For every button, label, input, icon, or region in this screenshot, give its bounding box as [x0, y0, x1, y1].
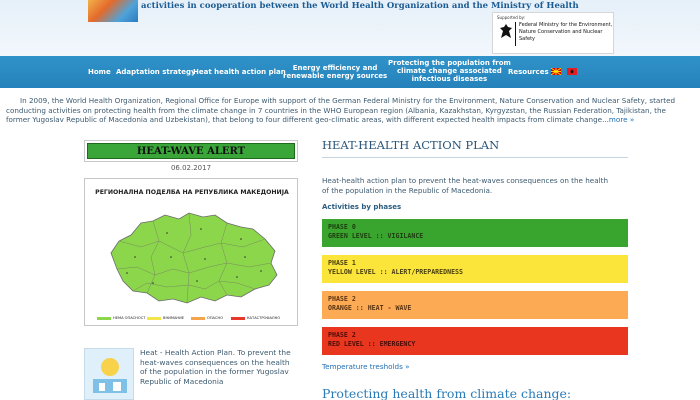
nav-energy-line2: renewable energy sources [283, 72, 388, 80]
title-divider [322, 157, 628, 158]
page-title: HEAT-HEALTH ACTION PLAN [322, 138, 500, 152]
phase-level: RED LEVEL :: EMERGENCY [328, 340, 416, 348]
nav-protecting-population[interactable] [388, 59, 511, 83]
action-plan-description: Heat - Health Action Plan. To prevent the heat-waves consequences on the health of the population in the former Yugoslav Republic of Macedonia [140, 348, 291, 386]
intro-text: In 2009, the World Health Organization, Regional Office for Europe with support of the German Federal Ministry for the Environment, Nature Conservation and Nuclear Safety, started conducting activities on protecting health from the climate change in 7 countries in the WHO European region (Albania, Kazakhstan, Kyrgyzstan, the Russian Federation, Tajikistan, the former Yugoslav Republic of Macedonia and Uzbekistan), that belong to four different geo-climatic areas, with different expected health impacts from climate change... [6, 96, 676, 125]
legend-swatch-green [97, 317, 111, 320]
action-plan-cover-image [85, 349, 134, 400]
ministry-logo[interactable] [492, 12, 614, 54]
action-plan-thumbnail[interactable] [84, 348, 134, 400]
phase-level: YELLOW LEVEL :: ALERT/PREPAREDNESS [328, 268, 463, 276]
nav-energy-efficiency[interactable] [283, 64, 387, 80]
site-subtitle: activities in cooperation between the World Health Organization and the Ministry of Health [141, 1, 579, 11]
phase-0-green-button[interactable] [322, 219, 628, 247]
nav-protecting-line2: climate change associated [397, 67, 502, 75]
temperature-thresholds-link[interactable]: Temperature tresholds » [322, 362, 410, 371]
supported-by-label: Supported by: [497, 15, 526, 20]
protecting-health-heading: Protecting health from climate change: [322, 386, 572, 400]
legend-label: КАТАСТРОФАЛНО [247, 316, 281, 320]
macedonia-region-map[interactable] [93, 201, 291, 311]
phase-name: PHASE 1 [328, 259, 356, 267]
more-link[interactable]: more » [608, 115, 635, 125]
legend-label: ВНИМАНИЕ [163, 316, 185, 320]
heat-wave-alert-button[interactable]: HEAT-WAVE ALERT [87, 143, 295, 159]
phase-name: PHASE 0 [328, 223, 356, 231]
albanian-flag-icon[interactable] [567, 68, 577, 75]
phase-2-red-button[interactable] [322, 327, 628, 355]
phase-2-orange-button[interactable] [322, 291, 628, 319]
phase-name: PHASE 2 [328, 331, 356, 339]
macedonian-flag-icon[interactable] [551, 68, 561, 75]
heat-wave-alert-box [84, 140, 298, 162]
nav-home[interactable]: Home [88, 68, 111, 76]
nav-heat-health-action-plan[interactable]: Heat health action plan [193, 68, 286, 76]
ministry-name: Federal Ministry for the Environment, Nature Conservation and Nuclear Safety [519, 22, 613, 42]
intro-paragraph [6, 96, 690, 125]
nav-protecting-line1: Protecting the population from [388, 59, 511, 67]
site-logo[interactable] [88, 0, 138, 22]
legend-swatch-yellow [147, 317, 161, 320]
nav-resources[interactable]: Resources [508, 68, 549, 76]
nav-protecting-line3: infectious diseases [411, 75, 488, 83]
federal-eagle-icon [499, 23, 513, 41]
phase-1-yellow-button[interactable] [322, 255, 628, 283]
plan-summary: Heat-health action plan to prevent the heat-waves consequences on the health of the population in the Republic of Macedonia. [322, 176, 609, 195]
legend-label: ОПАСНО [207, 316, 224, 320]
main-nav [0, 56, 700, 88]
legend-swatch-orange [191, 317, 205, 320]
site-header [0, 0, 700, 56]
map-title: РЕГИОНАЛНА ПОДЕЛБА НА РЕПУБЛИКА МАКЕДОНИЈА [95, 189, 289, 196]
nav-energy-line1: Energy efficiency and [292, 64, 378, 72]
phases-heading: Activities by phases [322, 203, 402, 211]
alert-date: 06.02.2017 [170, 164, 212, 172]
phase-level: ORANGE :: HEAT - WAVE [328, 304, 412, 312]
legend-label: НЕМА ОПАСНОСТ [113, 316, 146, 320]
phase-name: PHASE 2 [328, 295, 356, 303]
legend-swatch-red [231, 317, 245, 320]
ministry-divider [515, 22, 516, 46]
region-map [84, 178, 298, 326]
nav-adaptation-strategy[interactable]: Adaptation strategy [116, 68, 196, 76]
phase-level: GREEN LEVEL :: VIGILANCE [328, 232, 424, 240]
